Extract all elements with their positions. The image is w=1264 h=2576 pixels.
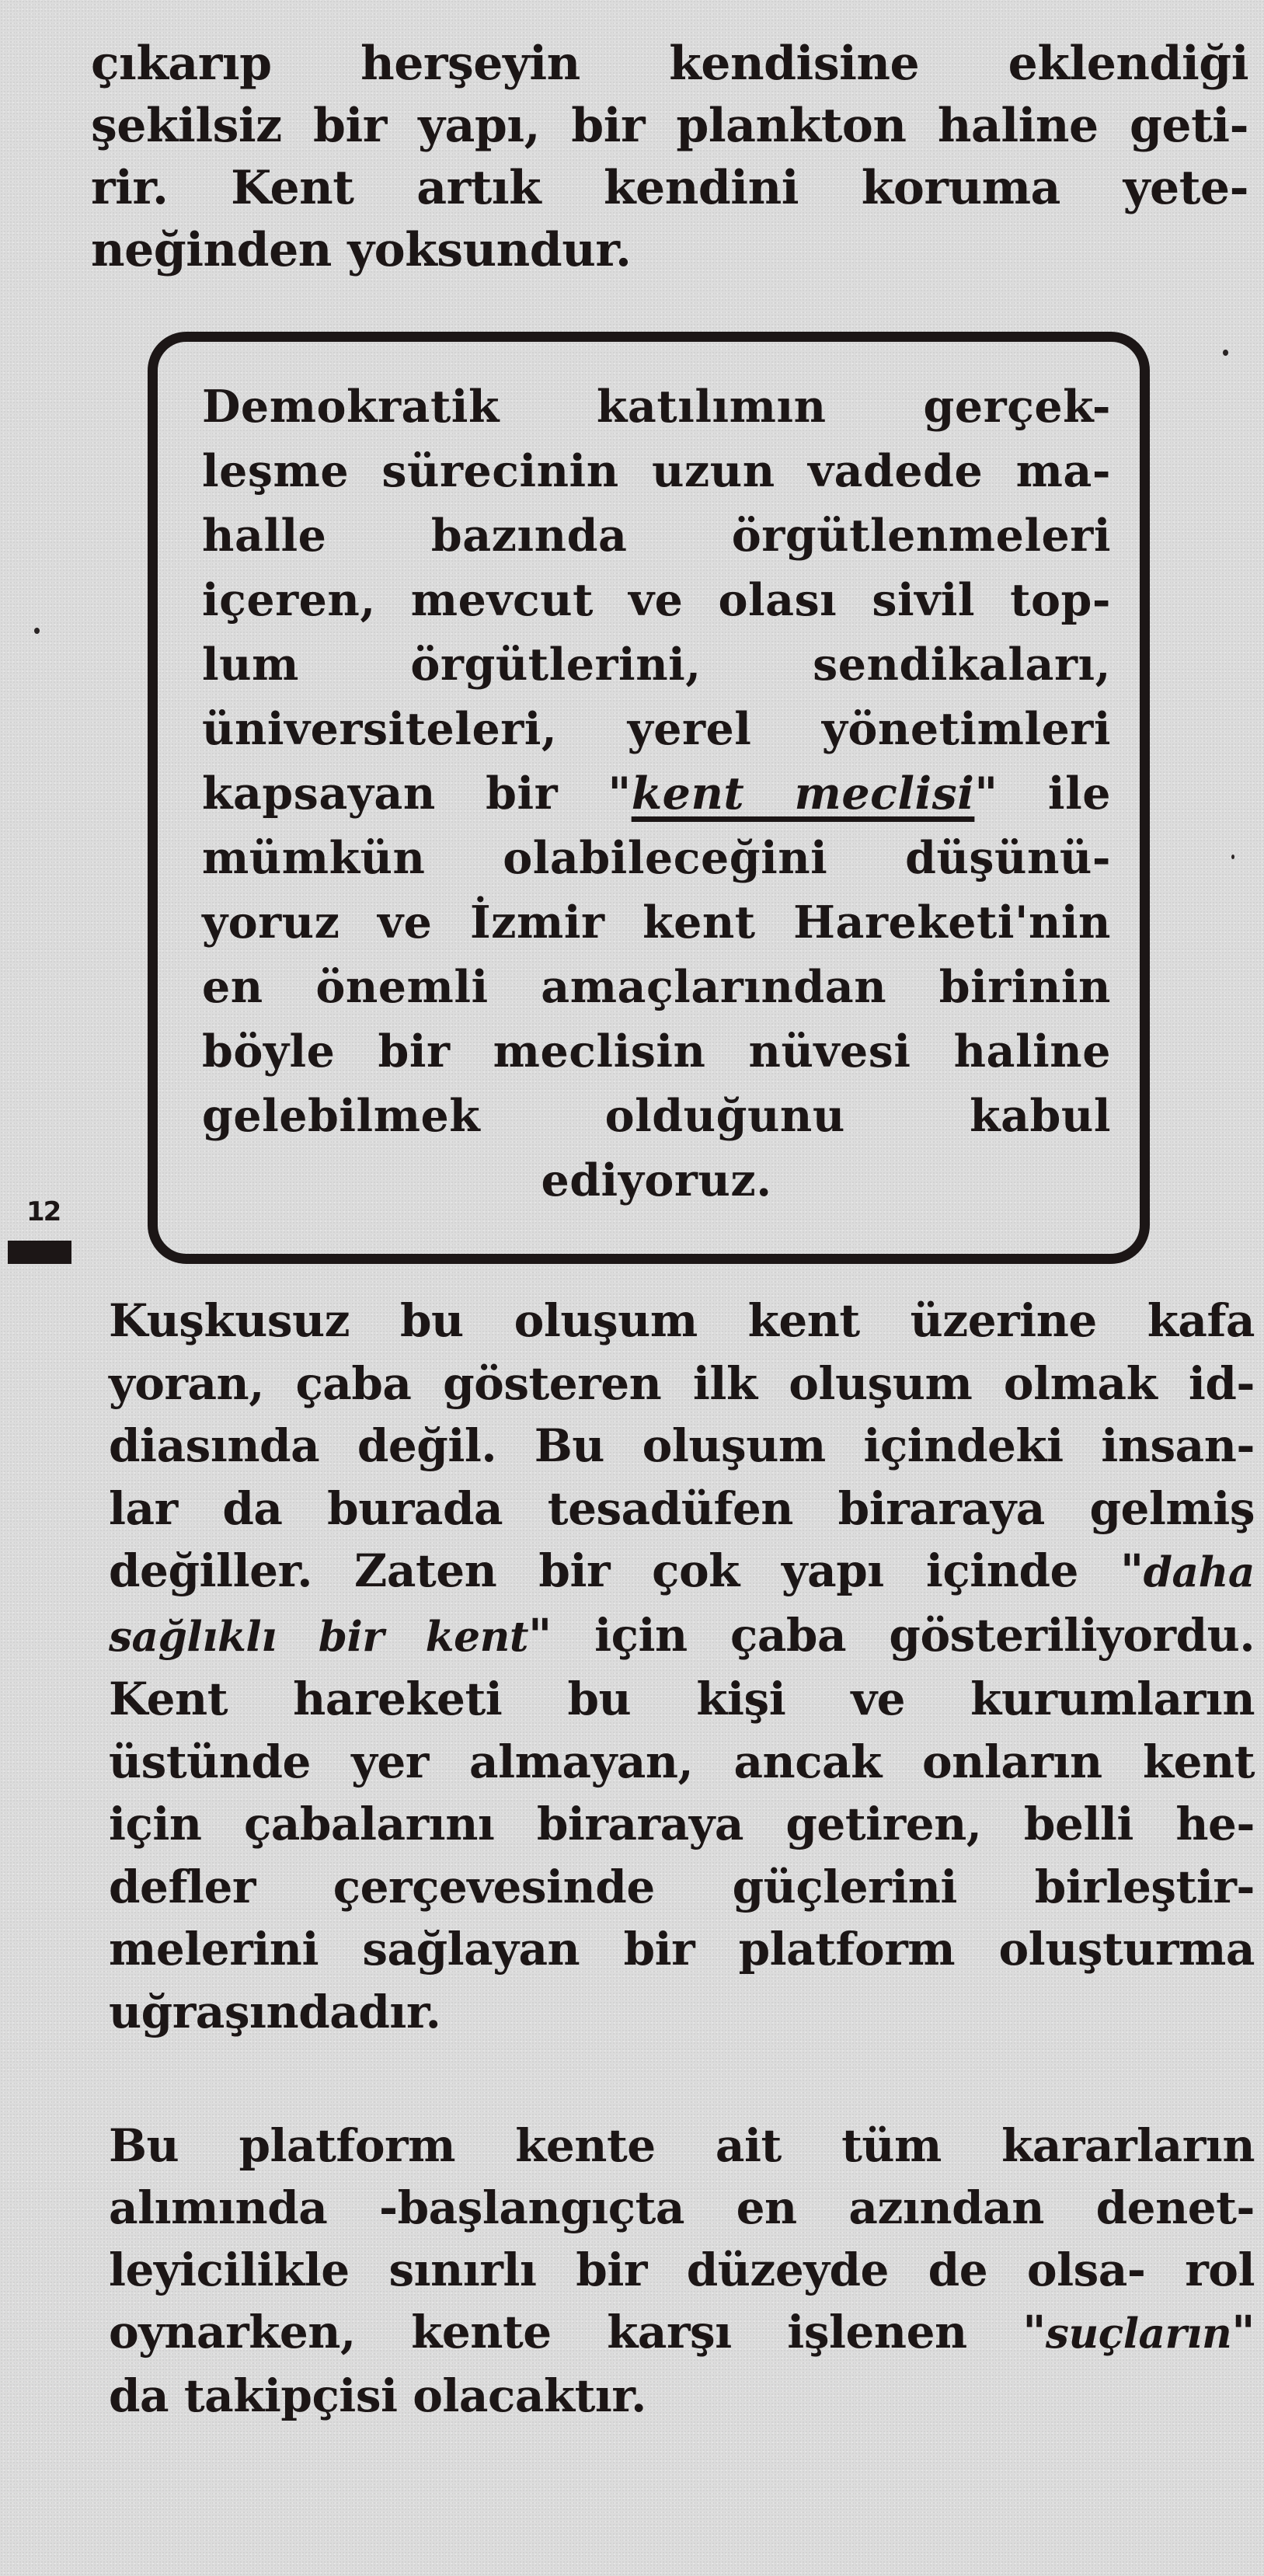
text-line-prefix: değiller. Zaten bir çok yapı içinde "	[109, 1544, 1144, 1597]
callout-line: mümkün olabileceğini düşünü-	[202, 832, 1111, 884]
callout-line: Demokratik katılımın gerçek-	[202, 381, 1111, 433]
body-paragraph-2	[109, 2115, 1255, 2427]
text-line: neğinden yoksundur.	[91, 223, 632, 277]
text-line: alımında -başlangıçta en azından denet-	[109, 2181, 1255, 2234]
callout-last-line: ediyoruz.	[541, 1154, 772, 1206]
callout-line: böyle bir meclisin nüvesi haline	[202, 1025, 1111, 1077]
callout-line: halle bazında örgütlenmeleri	[202, 510, 1111, 562]
scan-speck	[34, 628, 40, 634]
text-line: melerini sağlayan bir platform oluşturma	[109, 1923, 1255, 1976]
callout-line-prefix: kapsayan bir "	[202, 768, 632, 820]
suclarin-emphasis: suçların	[1045, 2309, 1232, 2358]
scan-speck	[1231, 855, 1234, 859]
text-line: lar da burada tesadüfen biraraya gelmiş	[109, 1481, 1255, 1535]
text-line: Kuşkusuz bu oluşum kent üzerine kafa	[109, 1294, 1255, 1347]
text-line	[109, 1604, 1255, 1669]
callout-line-suffix: " ile	[974, 768, 1111, 820]
text-line: defler çerçevesinde güçlerini birleştir-	[109, 1860, 1255, 1913]
callout-line: en önemli amaçlarından birinin	[202, 961, 1111, 1013]
text-line: leyicilikle sınırlı bir düzeyde de olsa- rol	[109, 2244, 1255, 2296]
callout-line: yoruz ve İzmir kent Hareketi'nin	[202, 896, 1111, 949]
callout-line: leşme sürecinin uzun vadede ma-	[202, 445, 1111, 497]
callout-line	[202, 761, 1111, 826]
text-line: Bu platform kente ait tüm kararların	[109, 2119, 1255, 2172]
text-line: Kent hareketi bu kişi ve kurumların	[109, 1673, 1255, 1725]
callout-line: gelebilmek olduğunu kabul	[202, 1090, 1111, 1142]
callout-text	[202, 374, 1111, 1213]
text-line: yoran, çaba gösteren ilk oluşum olmak id-	[109, 1356, 1255, 1410]
callout-line: üniversiteleri, yerel yönetimleri	[202, 703, 1111, 755]
text-line: çıkarıp herşeyin kendisine eklendiği	[91, 37, 1248, 91]
scan-speck	[1223, 350, 1228, 356]
callout-line: lum örgütlerini, sendikaları,	[202, 639, 1111, 691]
callout-box	[148, 332, 1150, 1264]
saglikli-bir-kent-emphasis: sağlıklı bir kent	[109, 1611, 529, 1661]
daha-emphasis: daha	[1143, 1547, 1255, 1596]
callout-line: içeren, mevcut ve olası sivil top-	[202, 574, 1111, 626]
text-line-suffix: " için çaba gösteriliyordu.	[528, 1608, 1255, 1662]
text-line: da takipçisi olacaktır.	[109, 2369, 646, 2422]
text-line: uğraşındadır.	[109, 1985, 441, 2038]
text-line-prefix: oynarken, kente karşı işlenen "	[109, 2306, 1046, 2358]
kent-meclisi-emphasis: kent meclisi	[631, 768, 975, 820]
page-number: 12	[26, 1196, 61, 1227]
text-line: diasında değil. Bu oluşum içindeki insan-	[109, 1419, 1255, 1472]
text-line-suffix: "	[1231, 2306, 1255, 2358]
text-line: şekilsiz bir yapı, bir plankton haline geti-	[91, 99, 1248, 153]
body-paragraph-1	[109, 1290, 1255, 2043]
page-marker-bar	[8, 1241, 71, 1264]
text-line: için çabalarını biraraya getiren, belli he-	[109, 1798, 1255, 1850]
text-line: rir. Kent artık kendini koruma yete-	[91, 161, 1248, 215]
text-line: üstünde yer almayan, ancak onların kent	[109, 1735, 1255, 1788]
text-line	[109, 2301, 1255, 2365]
text-line	[109, 1540, 1255, 1604]
intro-paragraph	[91, 33, 1248, 281]
